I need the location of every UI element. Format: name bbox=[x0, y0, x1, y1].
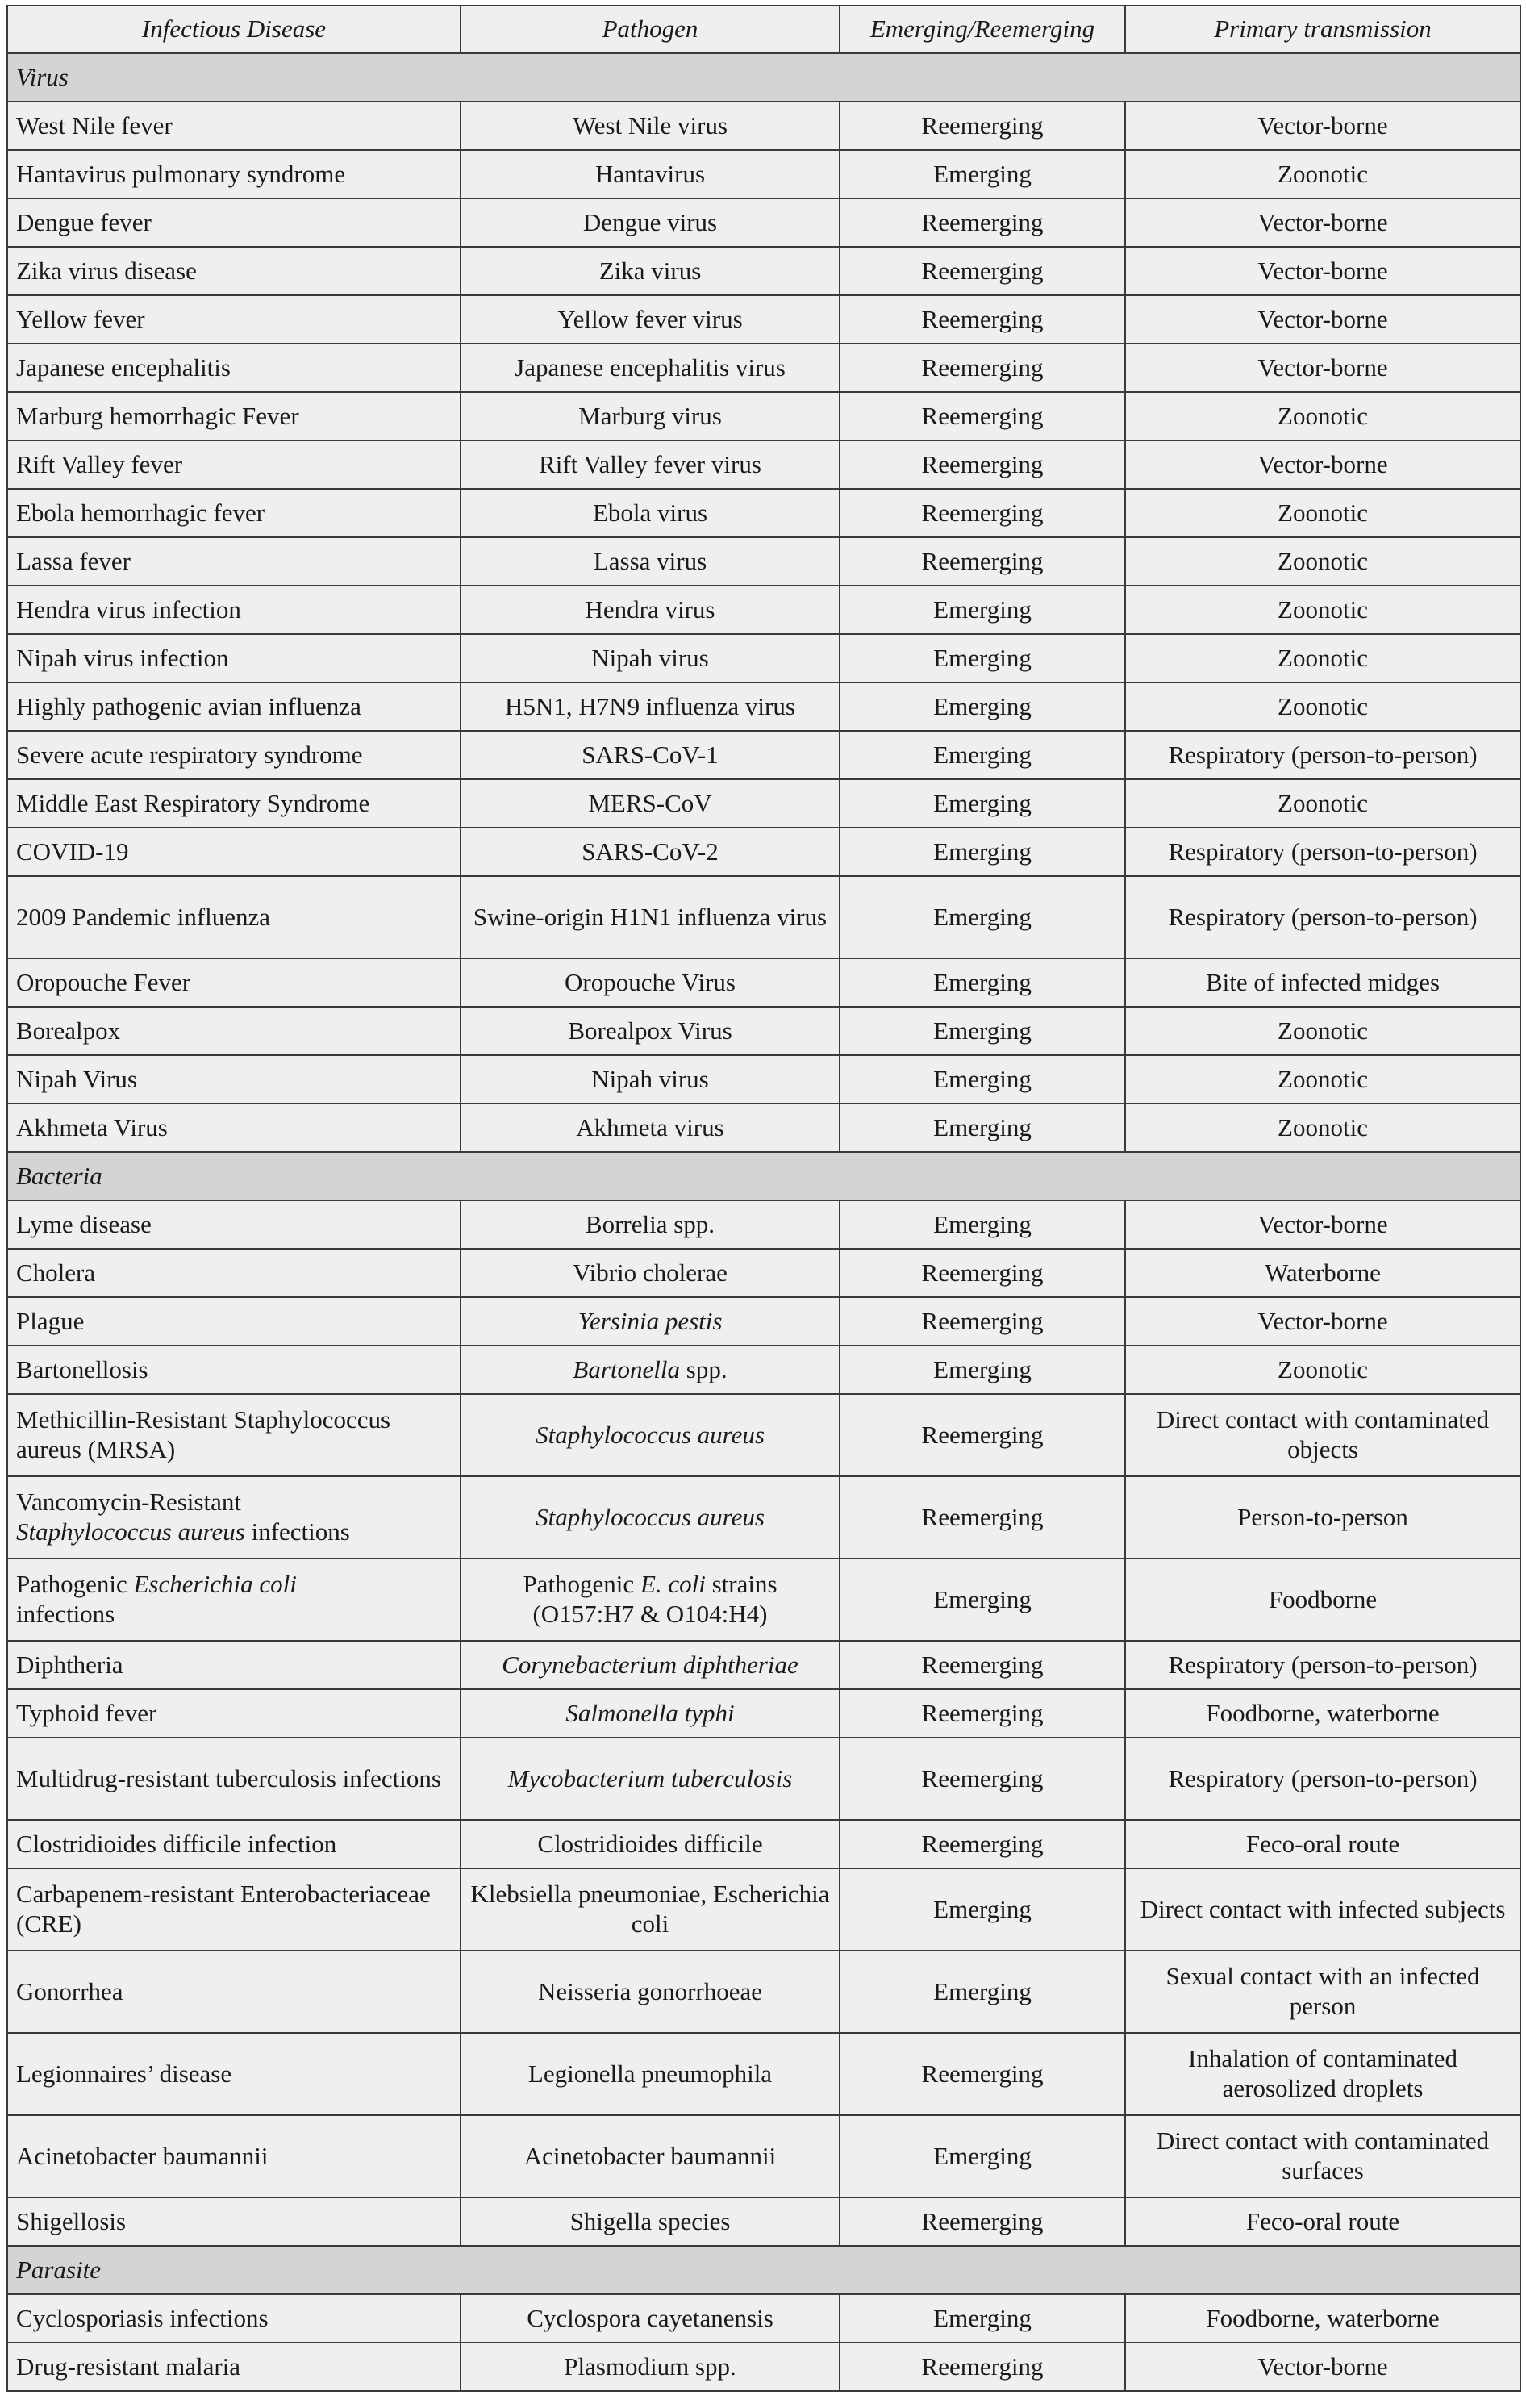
header-row bbox=[7, 6, 1520, 53]
table-row bbox=[7, 1346, 1520, 1394]
status-cell: Reemerging bbox=[840, 392, 1125, 440]
pathogen-cell: Plasmodium spp. bbox=[461, 2343, 840, 2391]
table-row bbox=[7, 1055, 1520, 1104]
disease-cell: Lassa fever bbox=[7, 537, 461, 586]
pathogen-cell: Hendra virus bbox=[461, 586, 840, 634]
pathogen-cell: Akhmeta virus bbox=[461, 1104, 840, 1152]
transmission-cell: Zoonotic bbox=[1125, 779, 1520, 828]
disease-cell: Borealpox bbox=[7, 1007, 461, 1055]
status-cell: Reemerging bbox=[840, 2033, 1125, 2115]
status-cell: Emerging bbox=[840, 150, 1125, 198]
status-cell: Emerging bbox=[840, 2115, 1125, 2197]
status-cell: Emerging bbox=[840, 876, 1125, 958]
table-row bbox=[7, 1868, 1520, 1951]
table-row bbox=[7, 1641, 1520, 1689]
transmission-cell: Vector-borne bbox=[1125, 102, 1520, 150]
status-cell: Reemerging bbox=[840, 1689, 1125, 1738]
transmission-cell: Zoonotic bbox=[1125, 682, 1520, 731]
pathogen-cell: Ebola virus bbox=[461, 489, 840, 537]
disease-cell bbox=[7, 1559, 461, 1641]
status-cell: Reemerging bbox=[840, 489, 1125, 537]
status-cell: Emerging bbox=[840, 586, 1125, 634]
pathogen-cell: Zika virus bbox=[461, 247, 840, 295]
pathogen-cell: Mycobacterium tuberculosis bbox=[461, 1738, 840, 1820]
col-header-transmission: Primary transmission bbox=[1125, 6, 1520, 53]
disease-cell: Acinetobacter baumannii bbox=[7, 2115, 461, 2197]
pathogen-cell: Yersinia pestis bbox=[461, 1297, 840, 1346]
pathogen-cell: Staphylococcus aureus bbox=[461, 1394, 840, 1476]
transmission-cell: Foodborne, waterborne bbox=[1125, 1689, 1520, 1738]
disease-cell: Hantavirus pulmonary syndrome bbox=[7, 150, 461, 198]
status-cell: Reemerging bbox=[840, 102, 1125, 150]
section-title: Bacteria bbox=[7, 1152, 1520, 1200]
pathogen-cell: Klebsiella pneumoniae, Escherichia coli bbox=[461, 1868, 840, 1951]
status-cell: Reemerging bbox=[840, 295, 1125, 344]
transmission-cell: Feco-oral route bbox=[1125, 1820, 1520, 1868]
table-row bbox=[7, 682, 1520, 731]
table-row bbox=[7, 634, 1520, 682]
table-row bbox=[7, 440, 1520, 489]
pathogen-cell: SARS-CoV-2 bbox=[461, 828, 840, 876]
disease-cell: Shigellosis bbox=[7, 2197, 461, 2246]
status-cell: Emerging bbox=[840, 1559, 1125, 1641]
transmission-cell: Vector-borne bbox=[1125, 198, 1520, 247]
pathogen-cell: Lassa virus bbox=[461, 537, 840, 586]
pathogen-genus: Bartonella bbox=[573, 1354, 681, 1383]
table-row bbox=[7, 1007, 1520, 1055]
disease-prefix: Pathogenic bbox=[16, 1570, 134, 1599]
disease-cell: Rift Valley fever bbox=[7, 440, 461, 489]
transmission-cell: Direct contact with contaminated objects bbox=[1125, 1394, 1520, 1476]
status-cell: Reemerging bbox=[840, 2197, 1125, 2246]
pathogen-cell: Oropouche Virus bbox=[461, 958, 840, 1007]
status-cell: Emerging bbox=[840, 1868, 1125, 1951]
pathogen-cell: Dengue virus bbox=[461, 198, 840, 247]
pathogen-cell: H5N1, H7N9 influenza virus bbox=[461, 682, 840, 731]
disease-cell: Clostridioides difficile infection bbox=[7, 1820, 461, 1868]
transmission-cell: Respiratory (person-to-person) bbox=[1125, 1738, 1520, 1820]
table-row bbox=[7, 828, 1520, 876]
table-row bbox=[7, 2033, 1520, 2115]
section-row-virus bbox=[7, 53, 1520, 102]
disease-cell bbox=[7, 1476, 461, 1559]
col-header-pathogen: Pathogen bbox=[461, 6, 840, 53]
disease-cell: Akhmeta Virus bbox=[7, 1104, 461, 1152]
disease-species: Staphylococcus aureus bbox=[16, 1517, 245, 1546]
table-row bbox=[7, 1200, 1520, 1249]
pathogen-cell: Japanese encephalitis virus bbox=[461, 344, 840, 392]
disease-species: Escherichia coli bbox=[133, 1570, 297, 1599]
status-cell: Reemerging bbox=[840, 1641, 1125, 1689]
pathogen-cell: Rift Valley fever virus bbox=[461, 440, 840, 489]
status-cell: Emerging bbox=[840, 1346, 1125, 1394]
pathogen-cell: Salmonella typhi bbox=[461, 1689, 840, 1738]
disease-suffix: infections bbox=[244, 1517, 350, 1546]
transmission-cell: Zoonotic bbox=[1125, 1007, 1520, 1055]
pathogen-cell: West Nile virus bbox=[461, 102, 840, 150]
transmission-cell: Person-to-person bbox=[1125, 1476, 1520, 1559]
transmission-cell: Zoonotic bbox=[1125, 1104, 1520, 1152]
table-row bbox=[7, 2197, 1520, 2246]
disease-cell: Diphtheria bbox=[7, 1641, 461, 1689]
status-cell: Reemerging bbox=[840, 2343, 1125, 2391]
table-row bbox=[7, 537, 1520, 586]
disease-cell: Zika virus disease bbox=[7, 247, 461, 295]
disease-cell: Japanese encephalitis bbox=[7, 344, 461, 392]
disease-cell: Plague bbox=[7, 1297, 461, 1346]
table-row bbox=[7, 1559, 1520, 1641]
status-cell: Emerging bbox=[840, 1104, 1125, 1152]
status-cell: Reemerging bbox=[840, 1394, 1125, 1476]
transmission-cell: Foodborne bbox=[1125, 1559, 1520, 1641]
pathogen-cell: Borrelia spp. bbox=[461, 1200, 840, 1249]
table-row bbox=[7, 198, 1520, 247]
pathogen-cell: Corynebacterium diphtheriae bbox=[461, 1641, 840, 1689]
status-cell: Reemerging bbox=[840, 1738, 1125, 1820]
pathogen-cell: Clostridioides difficile bbox=[461, 1820, 840, 1868]
transmission-cell: Respiratory (person-to-person) bbox=[1125, 828, 1520, 876]
disease-cell: Cholera bbox=[7, 1249, 461, 1297]
table-row bbox=[7, 1297, 1520, 1346]
pathogen-cell bbox=[461, 1346, 840, 1394]
disease-cell: Middle East Respiratory Syndrome bbox=[7, 779, 461, 828]
transmission-cell: Inhalation of contaminated aerosolized droplets bbox=[1125, 2033, 1520, 2115]
transmission-cell: Vector-borne bbox=[1125, 295, 1520, 344]
disease-cell: Oropouche Fever bbox=[7, 958, 461, 1007]
disease-cell: Ebola hemorrhagic fever bbox=[7, 489, 461, 537]
table-row bbox=[7, 2343, 1520, 2391]
table-row bbox=[7, 958, 1520, 1007]
disease-cell: Legionnaires’ disease bbox=[7, 2033, 461, 2115]
status-cell: Emerging bbox=[840, 958, 1125, 1007]
status-cell: Emerging bbox=[840, 1200, 1125, 1249]
section-title: Virus bbox=[7, 53, 1520, 102]
section-row-bacteria bbox=[7, 1152, 1520, 1200]
disease-cell: Typhoid fever bbox=[7, 1689, 461, 1738]
status-cell: Reemerging bbox=[840, 1249, 1125, 1297]
table-row bbox=[7, 295, 1520, 344]
transmission-cell: Foodborne, waterborne bbox=[1125, 2294, 1520, 2343]
pathogen-cell: Hantavirus bbox=[461, 150, 840, 198]
pathogen-cell: Neisseria gonorrhoeae bbox=[461, 1951, 840, 2033]
pathogen-cell: Acinetobacter baumannii bbox=[461, 2115, 840, 2197]
transmission-cell: Vector-borne bbox=[1125, 247, 1520, 295]
transmission-cell: Zoonotic bbox=[1125, 634, 1520, 682]
transmission-cell: Sexual contact with an infected person bbox=[1125, 1951, 1520, 2033]
transmission-cell: Direct contact with contaminated surfaces bbox=[1125, 2115, 1520, 2197]
pathogen-cell: Marburg virus bbox=[461, 392, 840, 440]
disease-suffix: infections bbox=[16, 1600, 115, 1628]
transmission-cell: Zoonotic bbox=[1125, 392, 1520, 440]
transmission-cell: Respiratory (person-to-person) bbox=[1125, 1641, 1520, 1689]
transmission-cell: Vector-borne bbox=[1125, 2343, 1520, 2391]
status-cell: Emerging bbox=[840, 1951, 1125, 2033]
pathogen-cell: Borealpox Virus bbox=[461, 1007, 840, 1055]
transmission-cell: Vector-borne bbox=[1125, 1200, 1520, 1249]
status-cell: Emerging bbox=[840, 2294, 1125, 2343]
col-header-disease: Infectious Disease bbox=[7, 6, 461, 53]
table-row bbox=[7, 1394, 1520, 1476]
transmission-cell: Vector-borne bbox=[1125, 1297, 1520, 1346]
pathogen-cell: Vibrio cholerae bbox=[461, 1249, 840, 1297]
status-cell: Emerging bbox=[840, 1007, 1125, 1055]
transmission-cell: Zoonotic bbox=[1125, 489, 1520, 537]
pathogen-prefix: Pathogenic bbox=[523, 1570, 640, 1599]
status-cell: Reemerging bbox=[840, 344, 1125, 392]
pathogen-cell: Cyclospora cayetanensis bbox=[461, 2294, 840, 2343]
transmission-cell: Direct contact with infected subjects bbox=[1125, 1868, 1520, 1951]
pathogen-table bbox=[6, 5, 1521, 2392]
table-row bbox=[7, 344, 1520, 392]
table-row bbox=[7, 150, 1520, 198]
pathogen-cell: Legionella pneumophila bbox=[461, 2033, 840, 2115]
transmission-cell: Vector-borne bbox=[1125, 344, 1520, 392]
transmission-cell: Respiratory (person-to-person) bbox=[1125, 876, 1520, 958]
table-row bbox=[7, 1249, 1520, 1297]
pathogen-cell: Nipah virus bbox=[461, 634, 840, 682]
pathogen-cell: SARS-CoV-1 bbox=[461, 731, 840, 779]
table-row bbox=[7, 392, 1520, 440]
disease-cell: Hendra virus infection bbox=[7, 586, 461, 634]
table-row bbox=[7, 1104, 1520, 1152]
table-row bbox=[7, 779, 1520, 828]
status-cell: Emerging bbox=[840, 682, 1125, 731]
pathogen-cell: Swine-origin H1N1 influenza virus bbox=[461, 876, 840, 958]
pathogen-suffix: spp. bbox=[680, 1354, 728, 1383]
transmission-cell: Zoonotic bbox=[1125, 1346, 1520, 1394]
status-cell: Emerging bbox=[840, 779, 1125, 828]
table-row bbox=[7, 731, 1520, 779]
status-cell: Emerging bbox=[840, 634, 1125, 682]
disease-cell: West Nile fever bbox=[7, 102, 461, 150]
disease-cell: Lyme disease bbox=[7, 1200, 461, 1249]
transmission-cell: Waterborne bbox=[1125, 1249, 1520, 1297]
transmission-cell: Bite of infected midges bbox=[1125, 958, 1520, 1007]
transmission-cell: Vector-borne bbox=[1125, 440, 1520, 489]
transmission-cell: Zoonotic bbox=[1125, 586, 1520, 634]
pathogen-cell: MERS-CoV bbox=[461, 779, 840, 828]
status-cell: Emerging bbox=[840, 731, 1125, 779]
transmission-cell: Respiratory (person-to-person) bbox=[1125, 731, 1520, 779]
status-cell: Reemerging bbox=[840, 440, 1125, 489]
disease-cell: Severe acute respiratory syndrome bbox=[7, 731, 461, 779]
status-cell: Reemerging bbox=[840, 198, 1125, 247]
section-row-parasite bbox=[7, 2246, 1520, 2294]
table-row bbox=[7, 247, 1520, 295]
disease-cell: Dengue fever bbox=[7, 198, 461, 247]
transmission-cell: Zoonotic bbox=[1125, 537, 1520, 586]
disease-cell: Bartonellosis bbox=[7, 1346, 461, 1394]
status-cell: Reemerging bbox=[840, 537, 1125, 586]
status-cell: Reemerging bbox=[840, 1820, 1125, 1868]
pathogen-suffix: strains (O157:H7 & O104:H4) bbox=[532, 1570, 778, 1628]
disease-cell: Multidrug-resistant tuberculosis infections bbox=[7, 1738, 461, 1820]
table-row bbox=[7, 876, 1520, 958]
status-cell: Reemerging bbox=[840, 247, 1125, 295]
table-row bbox=[7, 1738, 1520, 1820]
table-row bbox=[7, 102, 1520, 150]
disease-cell: 2009 Pandemic influenza bbox=[7, 876, 461, 958]
col-header-status: Emerging/Reemerging bbox=[840, 6, 1125, 53]
disease-cell: Yellow fever bbox=[7, 295, 461, 344]
disease-cell: Nipah Virus bbox=[7, 1055, 461, 1104]
table-row bbox=[7, 2294, 1520, 2343]
pathogen-cell bbox=[461, 1559, 840, 1641]
table-row bbox=[7, 1689, 1520, 1738]
pathogen-cell: Nipah virus bbox=[461, 1055, 840, 1104]
status-cell: Reemerging bbox=[840, 1476, 1125, 1559]
table-row bbox=[7, 1820, 1520, 1868]
table-row bbox=[7, 1476, 1520, 1559]
disease-cell: Methicillin-Resistant Staphylococcus aureus (MRSA) bbox=[7, 1394, 461, 1476]
transmission-cell: Zoonotic bbox=[1125, 1055, 1520, 1104]
table-row bbox=[7, 489, 1520, 537]
disease-cell: Marburg hemorrhagic Fever bbox=[7, 392, 461, 440]
status-cell: Reemerging bbox=[840, 1297, 1125, 1346]
disease-cell: Carbapenem-resistant Enterobacteriaceae (CRE) bbox=[7, 1868, 461, 1951]
disease-cell: COVID-19 bbox=[7, 828, 461, 876]
status-cell: Emerging bbox=[840, 1055, 1125, 1104]
table-row bbox=[7, 1951, 1520, 2033]
pathogen-cell: Staphylococcus aureus bbox=[461, 1476, 840, 1559]
disease-cell: Nipah virus infection bbox=[7, 634, 461, 682]
section-title: Parasite bbox=[7, 2246, 1520, 2294]
disease-line1: Vancomycin-Resistant bbox=[16, 1488, 241, 1517]
table-row bbox=[7, 2115, 1520, 2197]
transmission-cell: Zoonotic bbox=[1125, 150, 1520, 198]
status-cell: Emerging bbox=[840, 828, 1125, 876]
pathogen-cell: Shigella species bbox=[461, 2197, 840, 2246]
table-row bbox=[7, 586, 1520, 634]
disease-cell: Cyclosporiasis infections bbox=[7, 2294, 461, 2343]
disease-cell: Gonorrhea bbox=[7, 1951, 461, 2033]
disease-cell: Highly pathogenic avian influenza bbox=[7, 682, 461, 731]
pathogen-species: E. coli bbox=[640, 1570, 706, 1599]
disease-cell: Drug-resistant malaria bbox=[7, 2343, 461, 2391]
transmission-cell: Feco-oral route bbox=[1125, 2197, 1520, 2246]
pathogen-cell: Yellow fever virus bbox=[461, 295, 840, 344]
